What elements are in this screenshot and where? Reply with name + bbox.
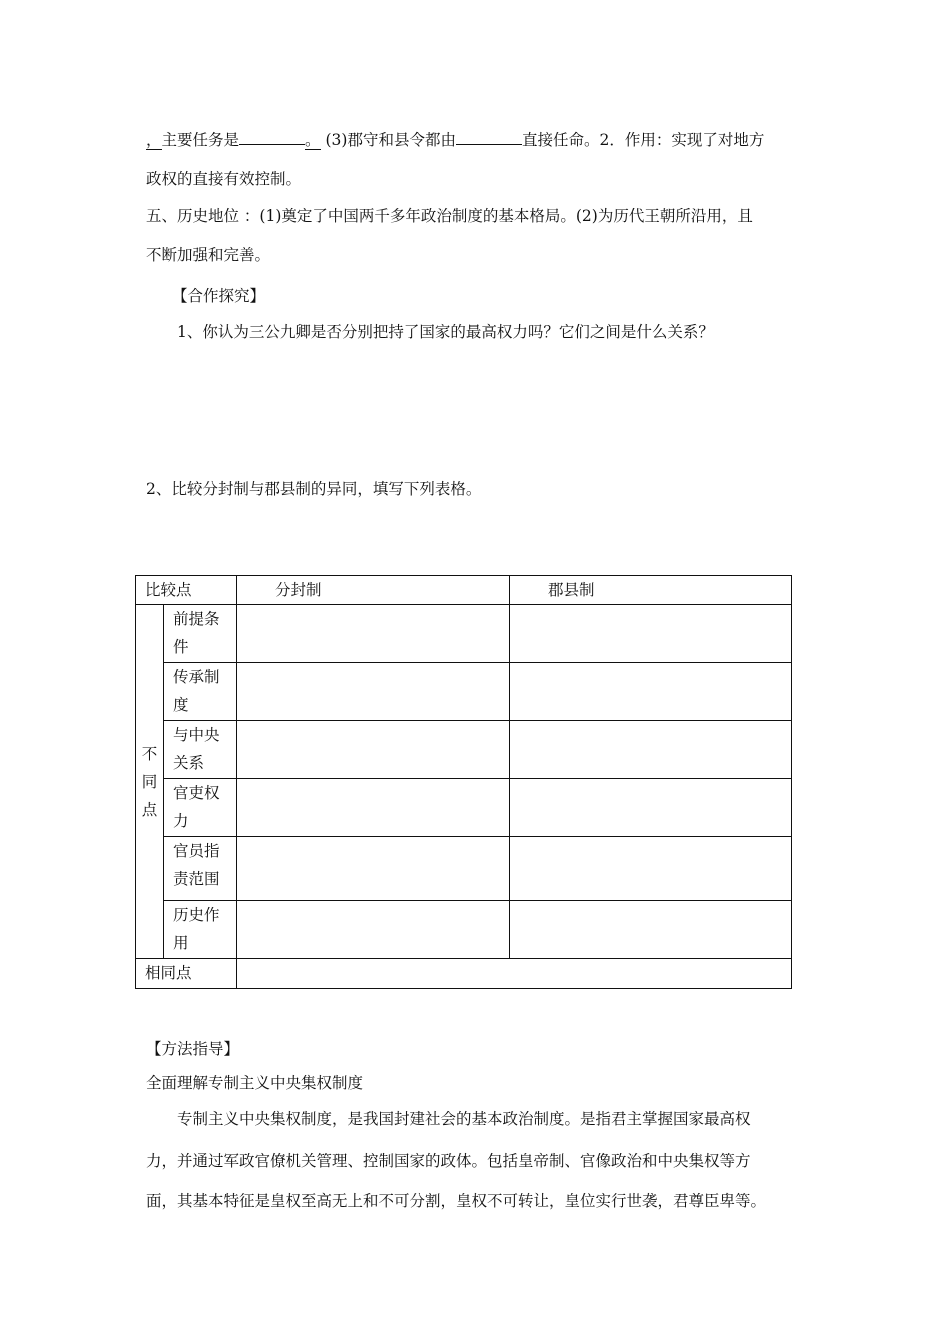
appointer-blank[interactable] — [456, 128, 522, 145]
fengjian-answer-cell[interactable] — [237, 837, 510, 901]
method-heading: 【方法指导】 — [146, 1040, 240, 1058]
row-label-line-1: 与中央 — [173, 726, 220, 744]
table-footer-row — [136, 959, 792, 989]
task-period: 。 — [305, 131, 321, 149]
junxian-answer-cell[interactable] — [510, 721, 792, 779]
row-label — [164, 837, 237, 901]
table-row — [136, 605, 792, 663]
similarities-answer-cell[interactable] — [237, 959, 792, 989]
task-blank[interactable] — [239, 128, 305, 145]
comparison-table — [135, 575, 792, 989]
task-label: 主要任务是 — [161, 131, 240, 149]
junxian-answer-cell[interactable] — [510, 605, 792, 663]
row-label — [164, 605, 237, 663]
leading-comma: ， — [146, 131, 162, 149]
question-1: 1、你认为三公九卿是否分别把持了国家的最高权力吗？它们之间是什么关系？ — [177, 323, 714, 341]
fengjian-answer-cell[interactable] — [237, 663, 510, 721]
group-char-2: 同 — [141, 772, 158, 791]
row-label-line-1: 官员指 — [173, 842, 220, 860]
method-subtitle: 全面理解专制主义中央集权制度 — [146, 1074, 364, 1092]
fengjian-answer-cell[interactable] — [237, 901, 510, 959]
row-label-line-2: 用 — [173, 934, 189, 952]
table-row — [136, 837, 792, 901]
cooperation-heading: 【合作探究】 — [172, 287, 266, 305]
group-char-1: 不 — [141, 744, 158, 763]
table-row — [136, 721, 792, 779]
row-label-line-2: 关系 — [173, 754, 205, 772]
junxian-answer-cell[interactable] — [510, 901, 792, 959]
item3-text: (3)郡守和县令都由 — [325, 131, 456, 149]
table-row — [136, 779, 792, 837]
header-fengjian: 分封制 — [237, 576, 510, 605]
paragraph-1-line-2: 政权的直接有效控制。 — [146, 170, 302, 188]
method-paragraph-line-1: 专制主义中央集权制度，是我国封建社会的基本政治制度。是指君主掌握国家最高权 — [177, 1110, 751, 1128]
section-5-line-1: 五、历史地位 ：(1)奠定了中国两千多年政治制度的基本格局。(2)为历代王朝所沿用，且 — [146, 207, 753, 225]
row-label-line-2: 件 — [173, 638, 189, 656]
table-row — [136, 901, 792, 959]
row-label-line-1: 传承制 — [173, 668, 220, 686]
junxian-answer-cell[interactable] — [510, 779, 792, 837]
fengjian-answer-cell[interactable] — [237, 605, 510, 663]
row-label-line-1: 历史作 — [173, 906, 220, 924]
header-compare-point: 比较点 — [136, 576, 237, 605]
row-label — [164, 721, 237, 779]
fengjian-answer-cell[interactable] — [237, 779, 510, 837]
fengjian-answer-cell[interactable] — [237, 721, 510, 779]
group-char-3: 点 — [141, 800, 158, 819]
row-label — [164, 779, 237, 837]
paragraph-1-line-1 — [146, 128, 764, 150]
junxian-answer-cell[interactable] — [510, 663, 792, 721]
group-label-differences — [136, 605, 164, 959]
section-5-line-2: 不断加强和完善。 — [146, 246, 271, 264]
row-label-line-2: 责范围 — [173, 870, 220, 888]
row-label-line-2: 力 — [173, 812, 189, 830]
row-label-line-1: 官吏权 — [173, 784, 220, 802]
header-junxian: 郡县制 — [510, 576, 792, 605]
method-paragraph-line-3: 面，其基本特征是皇权至高无上和不可分割，皇权不可转让，皇位实行世袭，君尊臣卑等。 — [146, 1192, 767, 1210]
row-label — [164, 901, 237, 959]
item3-tail: 直接任命。2．作用：实现了对地方 — [521, 131, 765, 149]
row-label — [164, 663, 237, 721]
table-header-row — [136, 576, 792, 605]
junxian-answer-cell[interactable] — [510, 837, 792, 901]
method-paragraph-line-2: 力，并通过军政官僚机关管理、控制国家的政体。包括皇帝制、官像政治和中央集权等方 — [146, 1152, 751, 1170]
row-label-line-2: 度 — [173, 696, 189, 714]
question-2: 2、比较分封制与郡县制的异同，填写下列表格。 — [146, 480, 482, 498]
table-row — [136, 663, 792, 721]
row-label-line-1: 前提条 — [173, 610, 220, 628]
footer-similarities-label: 相同点 — [136, 959, 237, 989]
